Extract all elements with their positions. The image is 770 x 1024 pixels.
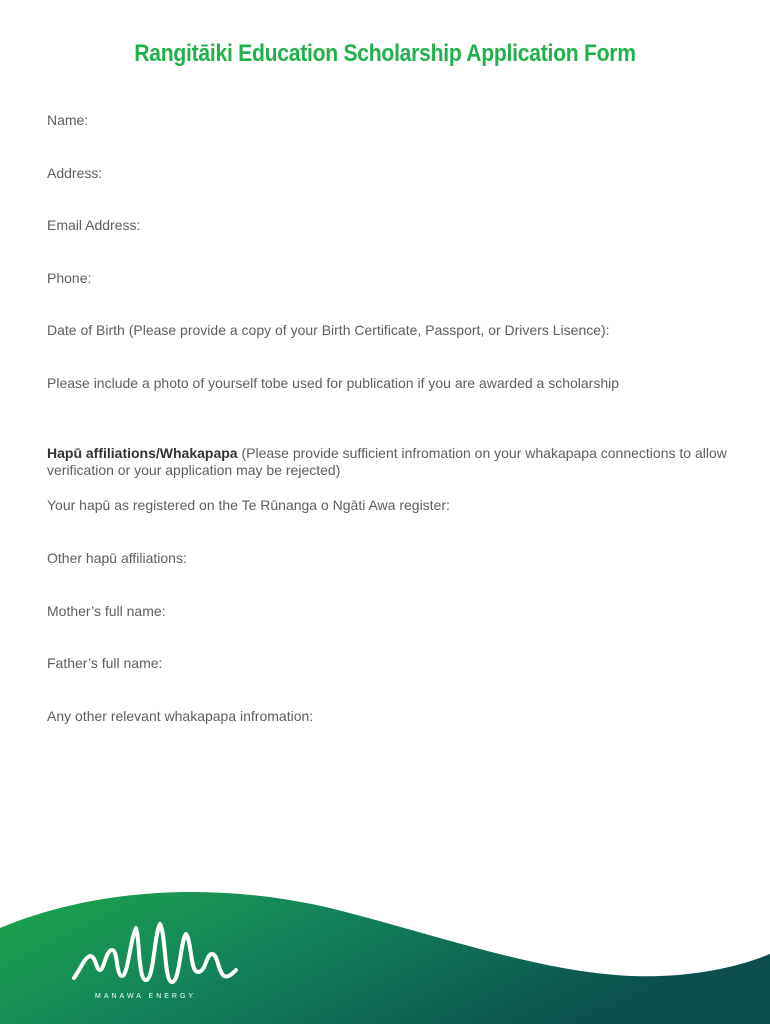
hapu-section-intro [47, 445, 737, 479]
mother-name-label: Mother’s full name: [47, 603, 166, 619]
hapu-heading: Hapū affiliations/Whakapapa [47, 445, 238, 461]
other-hapu-label: Other hapū affiliations: [47, 550, 187, 566]
manawa-logo-icon [70, 920, 240, 995]
photo-instruction: Please include a photo of yourself tobe used for publication if you are awarded a scholarship [47, 375, 620, 391]
logo-wordmark: MANAWA ENERGY [95, 993, 197, 1000]
name-label: Name: [47, 112, 89, 128]
hapu-note: (Please provide sufficient infromation on your whakapapa connections to allow verification or your application may be rejected) [47, 445, 727, 478]
email-label: Email Address: [47, 217, 141, 233]
registered-hapu-label: Your hapū as registered on the Te Rūnanga o Ngāti Awa register: [47, 497, 450, 513]
address-label: Address: [47, 165, 103, 181]
relevant-whakapapa-label: Any other relevant whakapapa infromation: [47, 708, 314, 724]
father-name-label: Father’s full name: [47, 655, 163, 671]
dob-label: Date of Birth (Please provide a copy of your Birth Certificate, Passport, or Drivers Lisence): [47, 322, 610, 338]
form-title: Rangitāiki Education Scholarship Application Form [134, 40, 636, 67]
phone-label: Phone: [47, 270, 92, 286]
